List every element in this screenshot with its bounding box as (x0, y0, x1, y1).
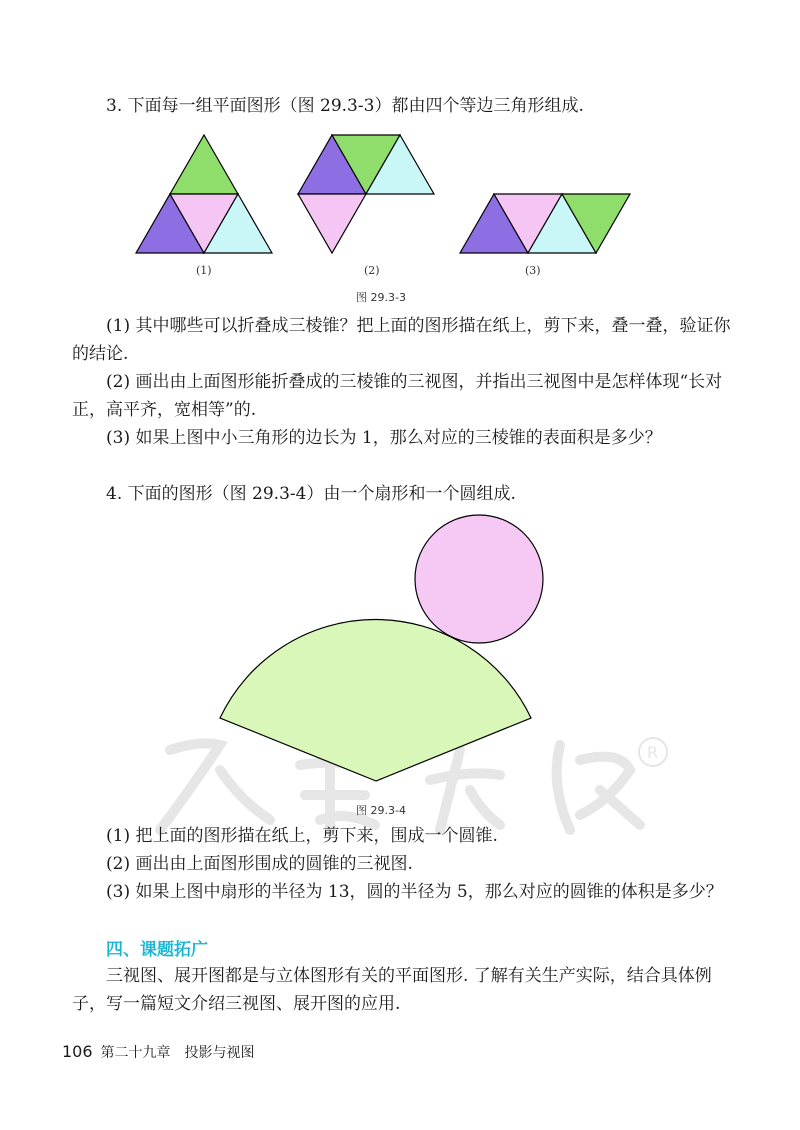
section-body: 三视图、展开图都是与立体图形有关的平面图形. 了解有关生产实际，结合具体例子，写一篇短文介绍三视图、展开图的应用. (72, 966, 712, 1014)
problem3-question-3: (3) 如果上图中小三角形的边长为 1，那么对应的三棱锥的表面积是多少？ (106, 428, 662, 448)
section-heading: 四、课题拓广 (106, 940, 208, 960)
page-number: 106 (62, 1042, 93, 1061)
problem4-intro: 4. 下面的图形（图 29.3-4）由一个扇形和一个圆组成. (106, 484, 516, 504)
sector (220, 620, 531, 781)
figure-caption-29-3-3: 图 29.3-3 (356, 291, 406, 304)
problem3-question-1: (1) 其中哪些可以折叠成三棱锥？把上面的图形描在纸上，剪下来，叠一叠，验证你的结论. (72, 316, 731, 364)
problem3-intro: 3. 下面每一组平面图形（图 29.3-3）都由四个等边三角形组成. (106, 96, 584, 116)
figure-label-1: (1) (196, 264, 212, 277)
problem4-question-1: (1) 把上面的图形描在纸上，剪下来，围成一个圆锥. (106, 826, 498, 846)
page-footer (62, 1042, 255, 1062)
figure-label-2: (2) (364, 264, 380, 277)
figure-caption-29-3-4: 图 29.3-4 (356, 804, 406, 817)
problem4-question-3: (3) 如果上图中扇形的半径为 13，圆的半径为 5，那么对应的圆锥的体积是多少？ (106, 882, 723, 902)
svg-text:R: R (647, 743, 659, 762)
circle (415, 515, 543, 643)
figure-label-3: (3) (525, 264, 541, 277)
chapter-title: 第二十九章 投影与视图 (100, 1045, 255, 1061)
problem3-question-2: (2) 画出由上面图形能折叠成的三棱锥的三视图，并指出三视图中是怎样体现“长对正，高平齐，宽相等”的. (72, 372, 723, 420)
problem4-question-2: (2) 画出由上面图形围成的圆锥的三视图. (106, 854, 413, 874)
